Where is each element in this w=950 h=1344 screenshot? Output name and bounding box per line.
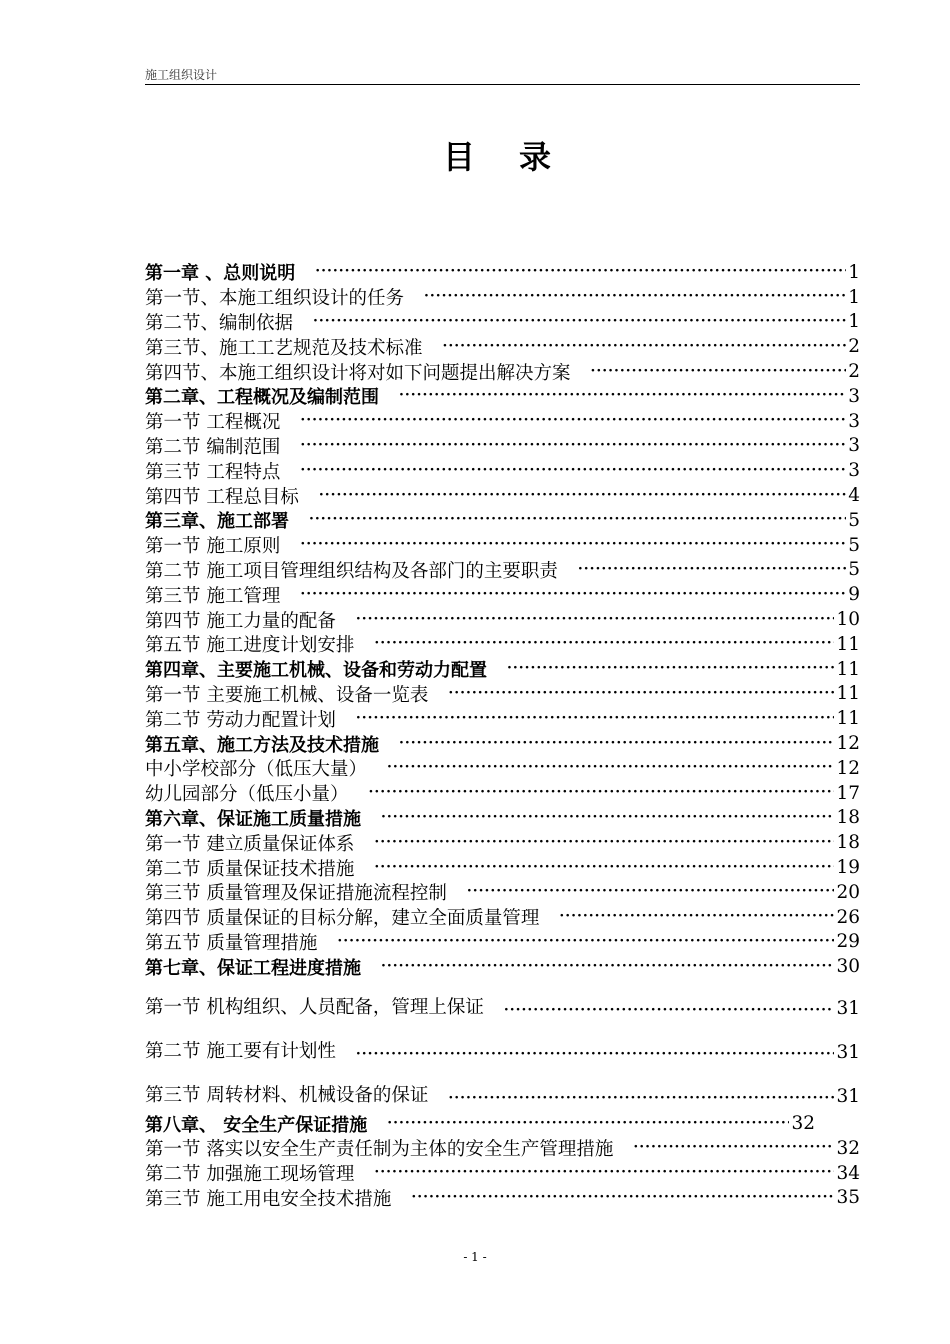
toc-leader-dots xyxy=(356,612,835,628)
toc-entry-label: 第四节 施工力量的配备 xyxy=(145,610,336,632)
toc-entry-label: 第一节 机构组织、人员配备，管理上保证 xyxy=(145,997,484,1019)
toc-section-entry[interactable] xyxy=(145,582,860,607)
toc-chapter-entry[interactable] xyxy=(145,384,860,409)
toc-entry-label: 第二节、编制依据 xyxy=(145,313,294,334)
toc-section-entry[interactable] xyxy=(145,409,860,434)
page-number: - 1 - xyxy=(463,1250,487,1264)
toc-leader-dots xyxy=(309,512,846,528)
toc-leader-dots xyxy=(507,661,834,677)
toc-entry-page-number: 18 xyxy=(836,807,860,829)
toc-leader-dots xyxy=(591,364,847,380)
toc-chapter-entry[interactable] xyxy=(145,954,860,979)
toc-leader-dots xyxy=(374,835,834,851)
toc-entry-page-number: 11 xyxy=(836,633,860,655)
toc-entry-page-number: 17 xyxy=(836,782,860,804)
toc-section-entry[interactable] xyxy=(145,756,860,781)
toc-chapter-entry[interactable] xyxy=(145,731,860,756)
toc-section-entry[interactable] xyxy=(145,434,860,459)
toc-leader-dots xyxy=(399,388,846,404)
toc-entry-label: 中小学校部分（低压大量） xyxy=(145,759,368,781)
toc-leader-dots xyxy=(319,488,846,504)
toc-entry-page-number: 26 xyxy=(836,906,860,928)
toc-entry-label: 第三节 质量管理及保证措施流程控制 xyxy=(145,883,447,905)
toc-entry-page-number: 10 xyxy=(836,609,860,631)
toc-entry-page-number: 11 xyxy=(836,658,860,680)
toc-entry-label: 第四节 质量保证的目标分解，建立全面质量管理 xyxy=(145,908,540,930)
toc-entry-label: 第一章 、总则说明 xyxy=(145,263,296,285)
toc-entry-page-number: 11 xyxy=(836,708,860,730)
toc-entry-page-number: 30 xyxy=(836,956,860,978)
toc-entry-page-number: 2 xyxy=(848,336,860,358)
toc-leader-dots xyxy=(374,860,834,876)
toc-entry-label: 第一节 施工原则 xyxy=(145,536,281,558)
toc-entry-page-number: 9 xyxy=(848,584,860,606)
toc-entry-page-number: 29 xyxy=(836,931,860,953)
toc-entry-page-number: 3 xyxy=(848,410,860,432)
toc-section-entry[interactable] xyxy=(145,1161,860,1186)
toc-section-entry[interactable] xyxy=(145,855,860,880)
toc-entry-page-number: 35 xyxy=(836,1187,860,1209)
toc-entry-label: 第一节 工程概况 xyxy=(145,412,281,434)
toc-section-entry[interactable] xyxy=(145,533,860,558)
toc-section-entry[interactable] xyxy=(145,1136,860,1161)
toc-entry-label: 第三节 周转材料、机械设备的保证 xyxy=(145,1085,429,1107)
toc-leader-dots xyxy=(448,1091,834,1107)
toc-entry-label: 第二节 劳动力配置计划 xyxy=(145,709,336,731)
toc-leader-dots xyxy=(374,636,834,652)
toc-entry-label: 第一节 落实以安全生产责任制为主体的安全生产管理措施 xyxy=(145,1139,614,1161)
toc-leader-dots xyxy=(387,760,834,776)
toc-leader-dots xyxy=(381,959,834,975)
toc-leader-dots xyxy=(578,562,846,578)
toc-entry-page-number: 31 xyxy=(836,998,860,1020)
toc-leader-dots xyxy=(374,1165,834,1181)
toc-entry-page-number: 3 xyxy=(848,460,860,482)
toc-entry-label: 第五章、施工方法及技术措施 xyxy=(145,734,379,756)
toc-leader-dots xyxy=(356,711,835,727)
toc-entry-label: 第一节、本施工组织设计的任务 xyxy=(145,288,405,310)
toc-section-entry[interactable] xyxy=(145,483,860,508)
page-title: 目录 xyxy=(442,138,595,176)
toc-leader-dots xyxy=(399,736,834,752)
toc-section-entry[interactable] xyxy=(145,632,860,657)
toc-leader-dots xyxy=(300,463,846,479)
toc-entry-page-number: 3 xyxy=(848,385,860,407)
toc-leader-dots xyxy=(369,785,835,801)
page-header: 施工组织设计 xyxy=(145,66,860,85)
toc-entry-label: 第一节 建立质量保证体系 xyxy=(145,833,355,855)
toc-entry-page-number: 19 xyxy=(836,857,860,879)
toc-section-entry[interactable] xyxy=(145,558,860,583)
toc-leader-dots xyxy=(315,264,846,280)
toc-entry-page-number: 2 xyxy=(848,361,860,383)
toc-entry-page-number: 32 xyxy=(791,1113,815,1134)
toc-entry-page-number: 31 xyxy=(836,1042,860,1064)
toc-section-entry[interactable] xyxy=(145,1023,860,1067)
toc-entry-page-number: 12 xyxy=(836,733,860,755)
toc-section-entry[interactable] xyxy=(145,682,860,707)
toc-section-entry[interactable] xyxy=(145,830,860,855)
toc-entry-page-number: 18 xyxy=(836,832,860,854)
toc-leader-dots xyxy=(356,1047,835,1063)
toc-leader-dots xyxy=(504,1003,835,1019)
toc-entry-page-number: 32 xyxy=(836,1137,860,1159)
toc-entry-page-number: 3 xyxy=(848,435,860,457)
toc-entry-page-number: 1 xyxy=(848,286,860,308)
toc-leader-dots xyxy=(300,438,846,454)
toc-section-entry[interactable] xyxy=(145,607,860,632)
toc-entry-label: 第三节 施工管理 xyxy=(145,585,281,607)
toc-chapter-entry[interactable] xyxy=(145,260,860,285)
toc-entry-page-number: 5 xyxy=(848,534,860,556)
toc-entry-label: 第二节 加强施工现场管理 xyxy=(145,1164,355,1186)
toc-leader-dots xyxy=(448,686,834,702)
toc-entry-label: 第七章、保证工程进度措施 xyxy=(145,957,361,979)
toc-leader-dots xyxy=(300,413,846,429)
toc-entry-label: 第五节 施工进度计划安排 xyxy=(145,635,355,657)
toc-section-entry[interactable] xyxy=(145,905,860,930)
toc-leader-dots xyxy=(387,1116,789,1132)
toc-section-entry[interactable] xyxy=(145,310,860,335)
toc-section-entry[interactable] xyxy=(145,880,860,905)
toc-entry-page-number: 31 xyxy=(836,1086,860,1108)
toc-chapter-entry[interactable] xyxy=(145,806,860,831)
toc-entry-page-number: 5 xyxy=(848,559,860,581)
toc-leader-dots xyxy=(467,884,835,900)
toc-entry-page-number: 12 xyxy=(836,757,860,779)
toc-entry-label: 第六章、保证施工质量措施 xyxy=(145,808,361,830)
toc-leader-dots xyxy=(424,289,846,305)
toc-entry-label: 第三节、施工工艺规范及技术标准 xyxy=(145,337,423,359)
toc-entry-label: 第四节、本施工组织设计将对如下问题提出解决方案 xyxy=(145,362,571,384)
toc-entry-label: 幼儿园部分（低压小量） xyxy=(145,784,349,806)
toc-entry-label: 第五节 质量管理措施 xyxy=(145,932,318,954)
toc-section-entry[interactable] xyxy=(145,781,860,806)
toc-entry-label: 第八章、 安全生产保证措施 xyxy=(145,1114,368,1136)
toc-entry-label: 第四章、主要施工机械、设备和劳动力配置 xyxy=(145,660,487,682)
toc-leader-dots xyxy=(300,587,846,603)
toc-section-entry[interactable] xyxy=(145,930,860,955)
toc-entry-page-number: 5 xyxy=(848,509,860,531)
toc-entry-page-number: 34 xyxy=(836,1162,860,1184)
toc-section-entry[interactable] xyxy=(145,979,860,1023)
toc-entry-page-number: 11 xyxy=(836,683,860,705)
toc-leader-dots xyxy=(443,339,847,355)
toc-entry-label: 第一节 主要施工机械、设备一览表 xyxy=(145,684,429,706)
toc-leader-dots xyxy=(411,1190,834,1206)
toc-leader-dots xyxy=(381,810,834,826)
toc-entry-label: 第二节 编制范围 xyxy=(145,436,281,458)
toc-entry-page-number: 20 xyxy=(836,881,860,903)
toc-entry-label: 第二章、工程概况及编制范围 xyxy=(145,387,379,409)
toc-entry-label: 第四节 工程总目标 xyxy=(145,486,299,508)
toc-section-entry[interactable] xyxy=(145,1186,860,1211)
toc-entry-label: 第二节 施工要有计划性 xyxy=(145,1041,336,1063)
toc-entry-page-number: 4 xyxy=(848,485,860,507)
toc-section-entry[interactable] xyxy=(145,334,860,359)
toc-entry-label: 第二节 施工项目管理组织结构及各部门的主要职责 xyxy=(145,560,558,582)
toc-section-entry[interactable] xyxy=(145,285,860,310)
toc-chapter-entry[interactable] xyxy=(145,657,860,682)
toc-section-entry[interactable] xyxy=(145,1067,860,1111)
toc-entry-label: 第三节 施工用电安全技术措施 xyxy=(145,1188,392,1210)
toc-section-entry[interactable] xyxy=(145,359,860,384)
table-of-contents xyxy=(145,260,860,1210)
toc-chapter-entry[interactable] xyxy=(145,508,860,533)
toc-leader-dots xyxy=(313,314,846,330)
toc-entry-label: 第三章、施工部署 xyxy=(145,511,289,533)
toc-leader-dots xyxy=(633,1140,834,1156)
toc-leader-dots xyxy=(300,537,846,553)
toc-entry-label: 第三节 工程特点 xyxy=(145,461,281,483)
toc-entry-page-number: 1 xyxy=(848,261,860,283)
toc-chapter-entry[interactable] xyxy=(145,1111,860,1136)
toc-section-entry[interactable] xyxy=(145,458,860,483)
toc-entry-label: 第二节 质量保证技术措施 xyxy=(145,858,355,880)
toc-leader-dots xyxy=(337,934,834,950)
toc-section-entry[interactable] xyxy=(145,706,860,731)
toc-leader-dots xyxy=(559,909,834,925)
toc-entry-page-number: 1 xyxy=(848,311,860,333)
